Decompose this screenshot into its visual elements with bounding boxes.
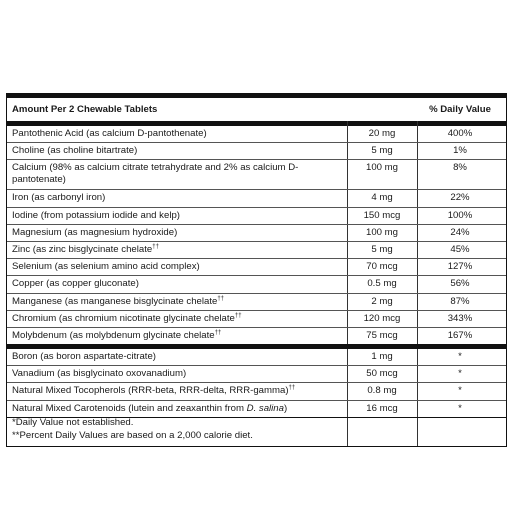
nutrient-amount: 2 mg bbox=[371, 295, 393, 307]
nutrient-amount: 50 mcg bbox=[366, 368, 398, 380]
table-row bbox=[7, 126, 506, 143]
nutrient-name: Boron (as boron aspartate-citrate) bbox=[12, 351, 156, 363]
nutrient-name: Natural Mixed Tocopherols (RRR-beta, RRR-delta, RRR-gamma)†† bbox=[12, 385, 296, 397]
nutrient-daily-value: 167% bbox=[447, 329, 473, 341]
nutrient-name: Manganese (as manganese bisglycinate chelate†† bbox=[12, 295, 225, 307]
nutrient-amount: 5 mg bbox=[371, 145, 393, 157]
table-row bbox=[7, 143, 506, 160]
table-row bbox=[7, 276, 506, 293]
nutrient-daily-value: 87% bbox=[450, 295, 470, 307]
footnote-not-established: *Daily Value not established. bbox=[12, 417, 134, 428]
nutrient-name: Magnesium (as magnesium hydroxide) bbox=[12, 226, 178, 238]
nutrient-daily-value: * bbox=[458, 385, 462, 397]
nutrient-daily-value: * bbox=[458, 351, 462, 363]
nutrient-name: Iodine (from potassium iodide and kelp) bbox=[12, 209, 180, 221]
table-row bbox=[7, 383, 506, 400]
table-row bbox=[7, 294, 506, 311]
nutrient-name: Natural Mixed Carotenoids (lutein and zeaxanthin from D. salina) bbox=[12, 402, 288, 414]
nutrient-amount: 16 mcg bbox=[366, 402, 398, 414]
nutrient-daily-value: 56% bbox=[450, 278, 470, 290]
nutrient-amount: 150 mcg bbox=[363, 209, 401, 221]
nutrient-name: Molybdenum (as molybdenum glycinate chelate†† bbox=[12, 329, 222, 341]
footnotes bbox=[12, 416, 253, 442]
nutrient-amount: 1 mg bbox=[371, 351, 393, 363]
nutrient-daily-value: 22% bbox=[450, 192, 470, 204]
table-row bbox=[7, 349, 506, 366]
footnote-mark: †† bbox=[234, 312, 242, 319]
nutrient-name: Selenium (as selenium amino acid complex) bbox=[12, 261, 200, 273]
nutrient-daily-value: 400% bbox=[447, 128, 473, 139]
nutrient-daily-value: 127% bbox=[447, 261, 473, 273]
nutrient-daily-value: * bbox=[458, 402, 462, 414]
nutrient-amount: 120 mcg bbox=[363, 312, 401, 324]
nutrient-daily-value: 100% bbox=[447, 209, 473, 221]
nutrient-daily-value: * bbox=[458, 368, 462, 380]
table-row bbox=[7, 311, 506, 328]
footnote-mark: †† bbox=[217, 295, 225, 302]
daily-value-heading: % Daily Value bbox=[429, 104, 491, 115]
nutrient-name: Chromium (as chromium nicotinate glycinate chelate†† bbox=[12, 312, 242, 324]
nutrient-name: Choline (as choline bitartrate) bbox=[12, 145, 138, 157]
supplement-facts-panel bbox=[6, 93, 507, 447]
species-name: D. salina bbox=[246, 402, 284, 414]
nutrient-daily-value: 24% bbox=[450, 226, 470, 238]
serving-size-heading: Amount Per 2 Chewable Tablets bbox=[12, 104, 158, 115]
nutrient-amount: 75 mcg bbox=[366, 329, 398, 341]
nutrient-amount: 100 mg bbox=[366, 226, 398, 238]
footnote-calorie-diet: **Percent Daily Values are based on a 2,000 calorie diet. bbox=[12, 430, 253, 441]
nutrient-amount: 0.8 mg bbox=[367, 385, 397, 397]
table-row bbox=[7, 328, 506, 349]
nutrient-daily-value: 1% bbox=[453, 145, 467, 157]
table-row bbox=[7, 225, 506, 242]
nutrient-daily-value: 8% bbox=[453, 162, 467, 174]
table-row bbox=[7, 242, 506, 259]
table-row bbox=[7, 366, 506, 383]
table-header bbox=[7, 98, 506, 126]
nutrient-amount: 5 mg bbox=[371, 243, 393, 255]
nutrient-daily-value: 343% bbox=[447, 312, 473, 324]
nutrient-name: Vanadium (as bisglycinato oxovanadium) bbox=[12, 368, 187, 380]
nutrient-name: Pantothenic Acid (as calcium D-pantothenate) bbox=[12, 128, 207, 139]
table-row bbox=[7, 160, 506, 190]
nutrient-amount: 100 mg bbox=[366, 162, 398, 174]
nutrient-name: Copper (as copper gluconate) bbox=[12, 278, 139, 290]
nutrient-name: Zinc (as zinc bisglycinate chelate†† bbox=[12, 243, 159, 255]
table-row bbox=[7, 208, 506, 225]
footnote-mark: †† bbox=[288, 385, 296, 392]
nutrient-amount: 4 mg bbox=[371, 192, 393, 204]
nutrient-name: Calcium (98% as calcium citrate tetrahydrate and 2% as calcium D-pantotenate) bbox=[12, 162, 299, 186]
nutrient-amount: 70 mcg bbox=[366, 261, 398, 273]
nutrient-rows bbox=[7, 126, 506, 418]
nutrient-amount: 20 mg bbox=[368, 128, 396, 139]
table-row bbox=[7, 190, 506, 207]
nutrient-name: Iron (as carbonyl iron) bbox=[12, 192, 106, 204]
table-row bbox=[7, 259, 506, 276]
footnote-mark: †† bbox=[152, 243, 159, 250]
nutrient-daily-value: 45% bbox=[450, 243, 470, 255]
nutrient-amount: 0.5 mg bbox=[367, 278, 397, 290]
footnote-mark: †† bbox=[214, 329, 222, 336]
